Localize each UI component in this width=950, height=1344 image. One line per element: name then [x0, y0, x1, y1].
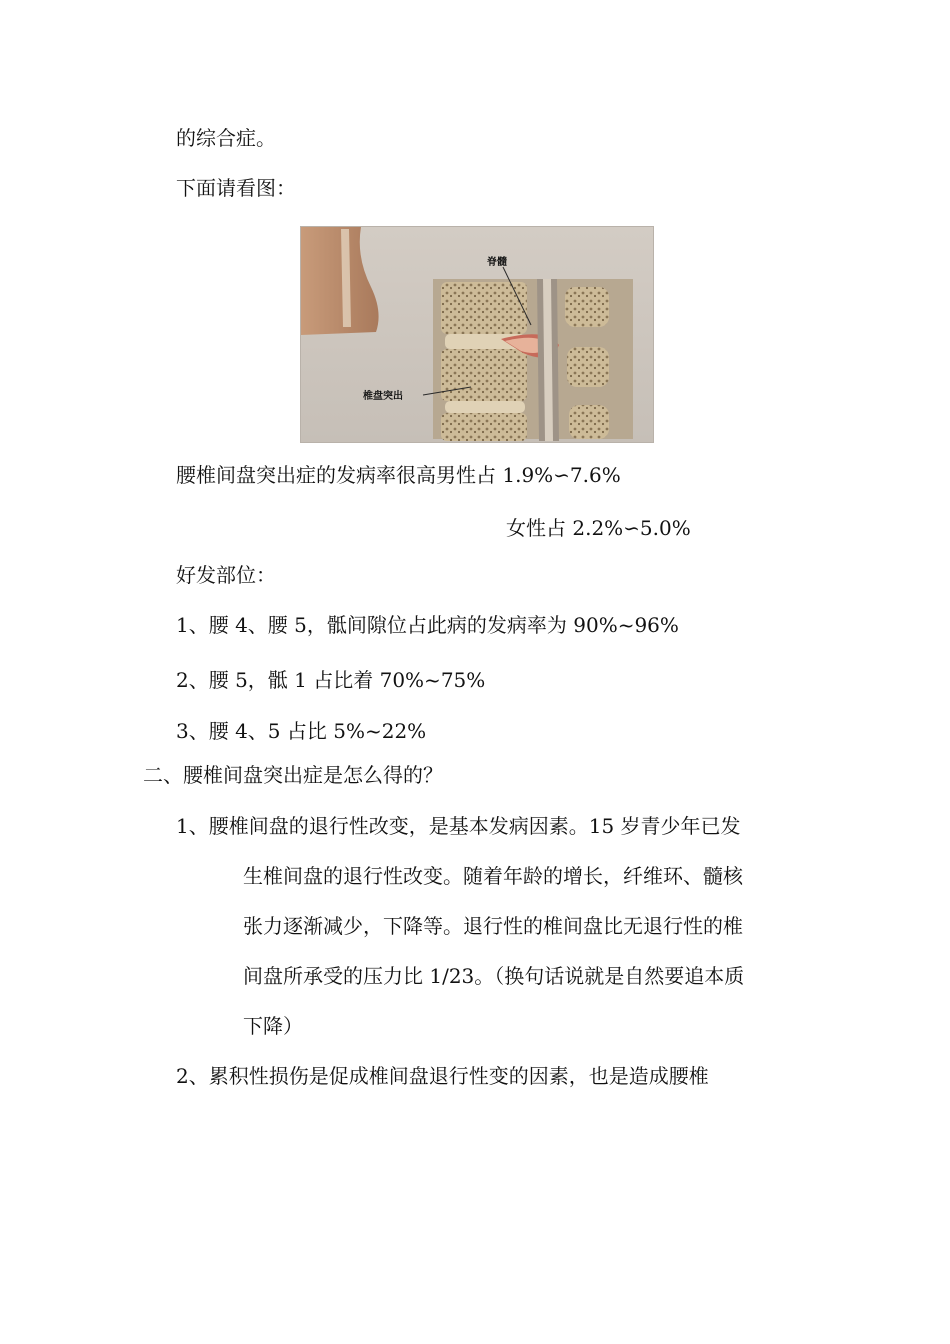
text-line-10: 1、腰椎间盘的退行性改变，是基本发病因素。15 岁青少年已发	[176, 814, 741, 838]
text-line-13: 间盘所承受的压力比 1/23。（换句话说就是自然要追本质	[243, 964, 745, 988]
text-line-12: 张力逐渐减少，下降等。退行性的椎间盘比无退行性的椎	[243, 914, 743, 938]
text-line-2: 下面请看图：	[176, 176, 296, 200]
spine-illustration	[300, 226, 654, 443]
text-line-8: 3、腰 4、5 占比 5%~22%	[176, 719, 427, 743]
text-line-15: 2、累积性损伤是促成椎间盘退行性变的因素，也是造成腰椎	[176, 1064, 709, 1088]
label-disc-herniation: 椎盘突出	[363, 391, 403, 402]
text-line-1: 的综合症。	[176, 126, 276, 150]
text-line-3: 腰椎间盘突出症的发病率很高男性占 1.9%∽7.6%	[176, 463, 621, 487]
section-heading-2: 二、腰椎间盘突出症是怎么得的？	[143, 763, 443, 787]
text-line-14: 下降）	[243, 1014, 303, 1038]
text-line-6: 1、腰 4、腰 5，骶间隙位占此病的发病率为 90%~96%	[176, 613, 679, 637]
text-line-11: 生椎间盘的退行性改变。随着年龄的增长，纤维环、髓核	[243, 864, 743, 888]
label-spinal-cord: 脊髓	[487, 257, 507, 268]
text-line-5: 好发部位：	[176, 563, 276, 587]
text-line-4: 女性占 2.2%∽5.0%	[506, 516, 691, 540]
text-line-7: 2、腰 5，骶 1 占比着 70%~75%	[176, 668, 486, 692]
